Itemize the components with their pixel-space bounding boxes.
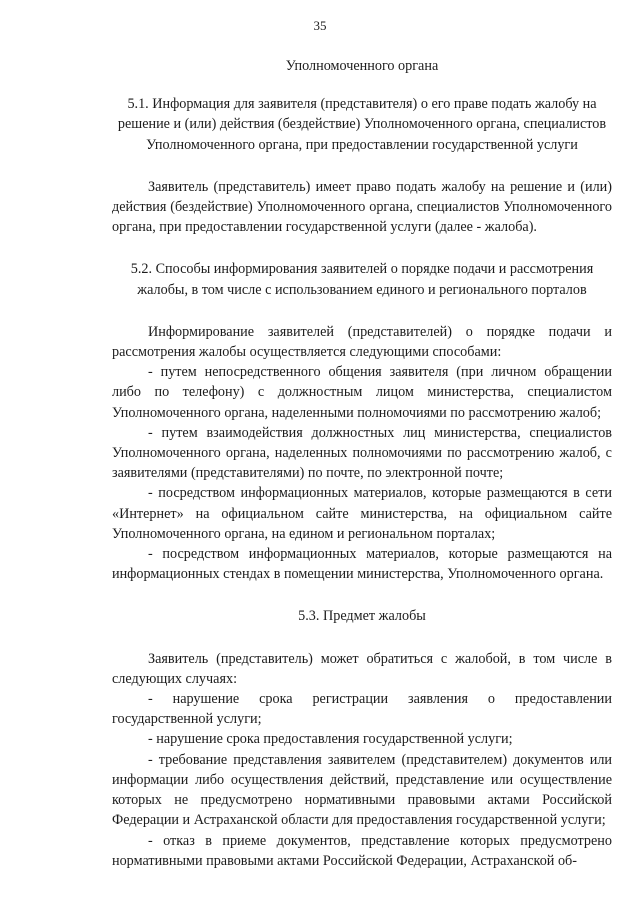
document-body	[112, 56, 612, 871]
page-number: 35	[313, 18, 327, 33]
list-item: - посредством информационных материалов, которые размещаются в сети «Интернет» на официальном сайте министерства, на официальном сайте Уполномоченного органа, на едином и региональном порталах;	[112, 485, 612, 542]
list-item: - отказ в приеме документов, представление которых предусмотрено нормативными правовыми актами Российской Федерации, Астраханской об-	[112, 832, 612, 869]
list-item: - посредством информационных материалов, которые размещаются на информационных стендах в помещении министерства, Уполномоченного органа.	[112, 546, 612, 583]
paragraph: Информирование заявителей (представителей) о порядке подачи и рассмотрения жалобы осуществляется следующими способами:	[112, 323, 612, 361]
list-item: - нарушение срока предоставления государственной услуги;	[148, 731, 513, 748]
section-5-1-title: 5.1. Информация для заявителя (представителя) о его праве подать жалобу на решение и (или) действия (бездействие) Уполномоченного органа, специалистов Уполномоченного органа, при предоставлении государственной услуги	[117, 96, 607, 153]
section-5-2-title: 5.2. Способы информирования заявителей о порядке подачи и рассмотрения жалобы, в том числе с использованием единого и регионального порталов	[130, 261, 594, 298]
list-item: - требование представления заявителем (представителем) документов или информации либо осуществления действий, представление или осуществление которых не предусмотрено нормативными правовыми актами Российской Федерации и Астраханской области для предоставления государственной услуги;	[112, 751, 612, 829]
section-heading-continuation: Уполномоченного органа	[285, 58, 439, 74]
section-5-3-title: 5.3. Предмет жалобы	[298, 608, 426, 625]
list-item: - нарушение срока регистрации заявления о предоставлении государственной услуги;	[112, 691, 612, 728]
paragraph: Заявитель (представитель) может обратиться с жалобой, в том числе в следующих случаях:	[112, 650, 612, 687]
list-item: - путем взаимодействия должностных лиц министерства, специалистов Уполномоченного органа, наделенных полномочиями по рассмотрению жалоб, с заявителями (представителями) по почте, по электронной почте;	[112, 424, 612, 482]
list-item: - путем непосредственного общения заявителя (при личном обращении либо по телефону) с должностным лицом министерства, специалистом Уполномоченного органа, наделенными полномочиями по рассмотрению жалоб;	[112, 364, 612, 421]
paragraph: Заявитель (представитель) имеет право подать жалобу на решение и (или) действия (бездействие) Уполномоченного органа, специалистов Уполномоченного органа, при предоставлении государственной услуги (далее - жалоба).	[112, 178, 612, 236]
